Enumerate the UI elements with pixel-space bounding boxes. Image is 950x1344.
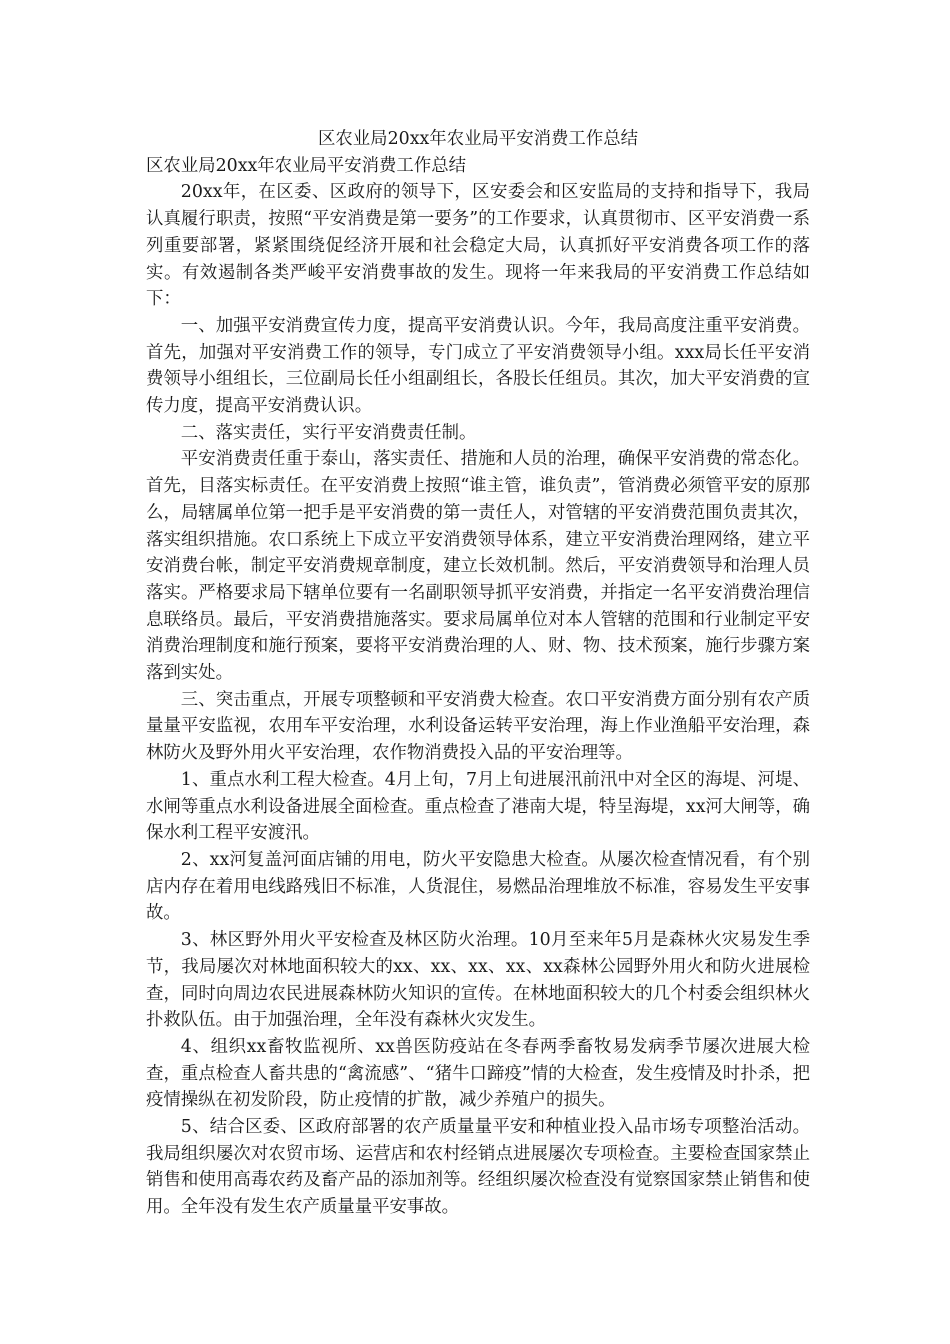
paragraph-section-3: 三、突击重点，开展专项整顿和平安消费大检查。农口平安消费方面分别有农产质量量平安监视，农用车平安治理，水利设备运转平安治理，海上作业渔船平安治理，森林防火及野外用火平安治理，农作物消费投入品的平安治理等。 — [146, 689, 810, 764]
paragraph-section-1: 一、加强平安消费宣传力度，提高平安消费认识。今年，我局高度注重平安消费。首先，加强对平安消费工作的领导，专门成立了平安消费领导小组。xxx局长任平安消费领导小组组长，三位副局长任小组副组长，各股长任组员。其次，加大平安消费的宣传力度，提高平安消费认识。 — [146, 315, 810, 417]
paragraph-item-4: 4、组织xx畜牧监视所、xx兽医防疫站在冬春两季畜牧易发病季节屡次进展大检查，重点检查人畜共患的“禽流感”、“猪牛口蹄疫”情的大检查，发生疫情及时扑杀，把疫情操纵在初发阶段，防止疫情的扩散，减少养殖户的损失。 — [146, 1036, 810, 1111]
paragraph-item-5: 5、结合区委、区政府部署的农产质量量平安和种植业投入品市场专项整治活动。我局组织屡次对农贸市场、运营店和农村经销点进展屡次专项检查。主要检查国家禁止销售和使用高毒农药及畜产品的添加剂等。经组织屡次检查没有觉察国家禁止销售和使用。全年没有发生农产质量量平安事故。 — [146, 1117, 810, 1218]
paragraph-item-2: 2、xx河复盖河面店铺的用电，防火平安隐患大检查。从屡次检查情况看，有个别店内存在着用电线路残旧不标准，人货混住，易燃品治理堆放不标准，容易发生平安事故。 — [146, 849, 810, 924]
paragraph-section-2-body: 平安消费责任重于泰山，落实责任、措施和人员的治理，确保平安消费的常态化。首先，目落实标责任。在平安消费上按照“谁主管，谁负责”，管消费必须管平安的原那么，局辖属单位第一把手是平安消费的第一责任人，对管辖的平安消费范围负责其次，落实组织措施。农口系统上下成立平安消费领导体系，建立平安消费治理网络，建立平安消费台帐，制定平安消费规章制度，建立长效机制。然后，平安消费领导和治理人员落实。严格要求局下辖单位要有一名副职领导抓平安消费，并指定一名平安消费治理信息联络员。最后，平安消费措施落实。要求局属单位对本人管辖的范围和行业制定平安消费治理制度和施行预案，要将平安消费治理的人、财、物、技术预案，施行步骤方案落到实处。 — [146, 449, 810, 684]
paragraph-item-1: 1、重点水利工程大检查。4月上旬，7月上旬进展汛前汛中对全区的海堤、河堤、水闸等重点水利设备进展全面检查。重点检查了港南大堤，特呈海堤，xx河大闸等，确保水利工程平安渡汛。 — [146, 769, 810, 844]
document-title: 区农业局20xx年农业局平安消费工作总结 — [318, 129, 638, 149]
paragraph-item-3: 3、林区野外用火平安检查及林区防火治理。10月至来年5月是森林火灾易发生季节，我局屡次对林地面积较大的xx、xx、xx、xx、xx森林公园野外用火和防火进展检查，同时向周边农民进展森林防火知识的宣传。在林地面积较大的几个村委会组织林火扑救队伍。由于加强治理，全年没有森林火灾发生。 — [146, 930, 810, 1031]
document-body — [146, 126, 810, 1221]
paragraph-section-2-heading: 二、落实责任，实行平安消费责任制。 — [180, 422, 477, 443]
document-subtitle: 区农业局20xx年农业局平安消费工作总结 — [146, 155, 466, 176]
paragraph-intro: 20xx年，在区委、区政府的领导下，区安委会和区安监局的支持和指导下，我局认真履行职责，按照“平安消费是第一要务”的工作要求，认真贯彻市、区平安消费一系列重要部署，紧紧围绕促经济开展和社会稳定大局，认真抓好平安消费各项工作的落实。有效遏制各类严峻平安消费事故的发生。现将一年来我局的平安消费工作总结如下： — [146, 182, 810, 310]
